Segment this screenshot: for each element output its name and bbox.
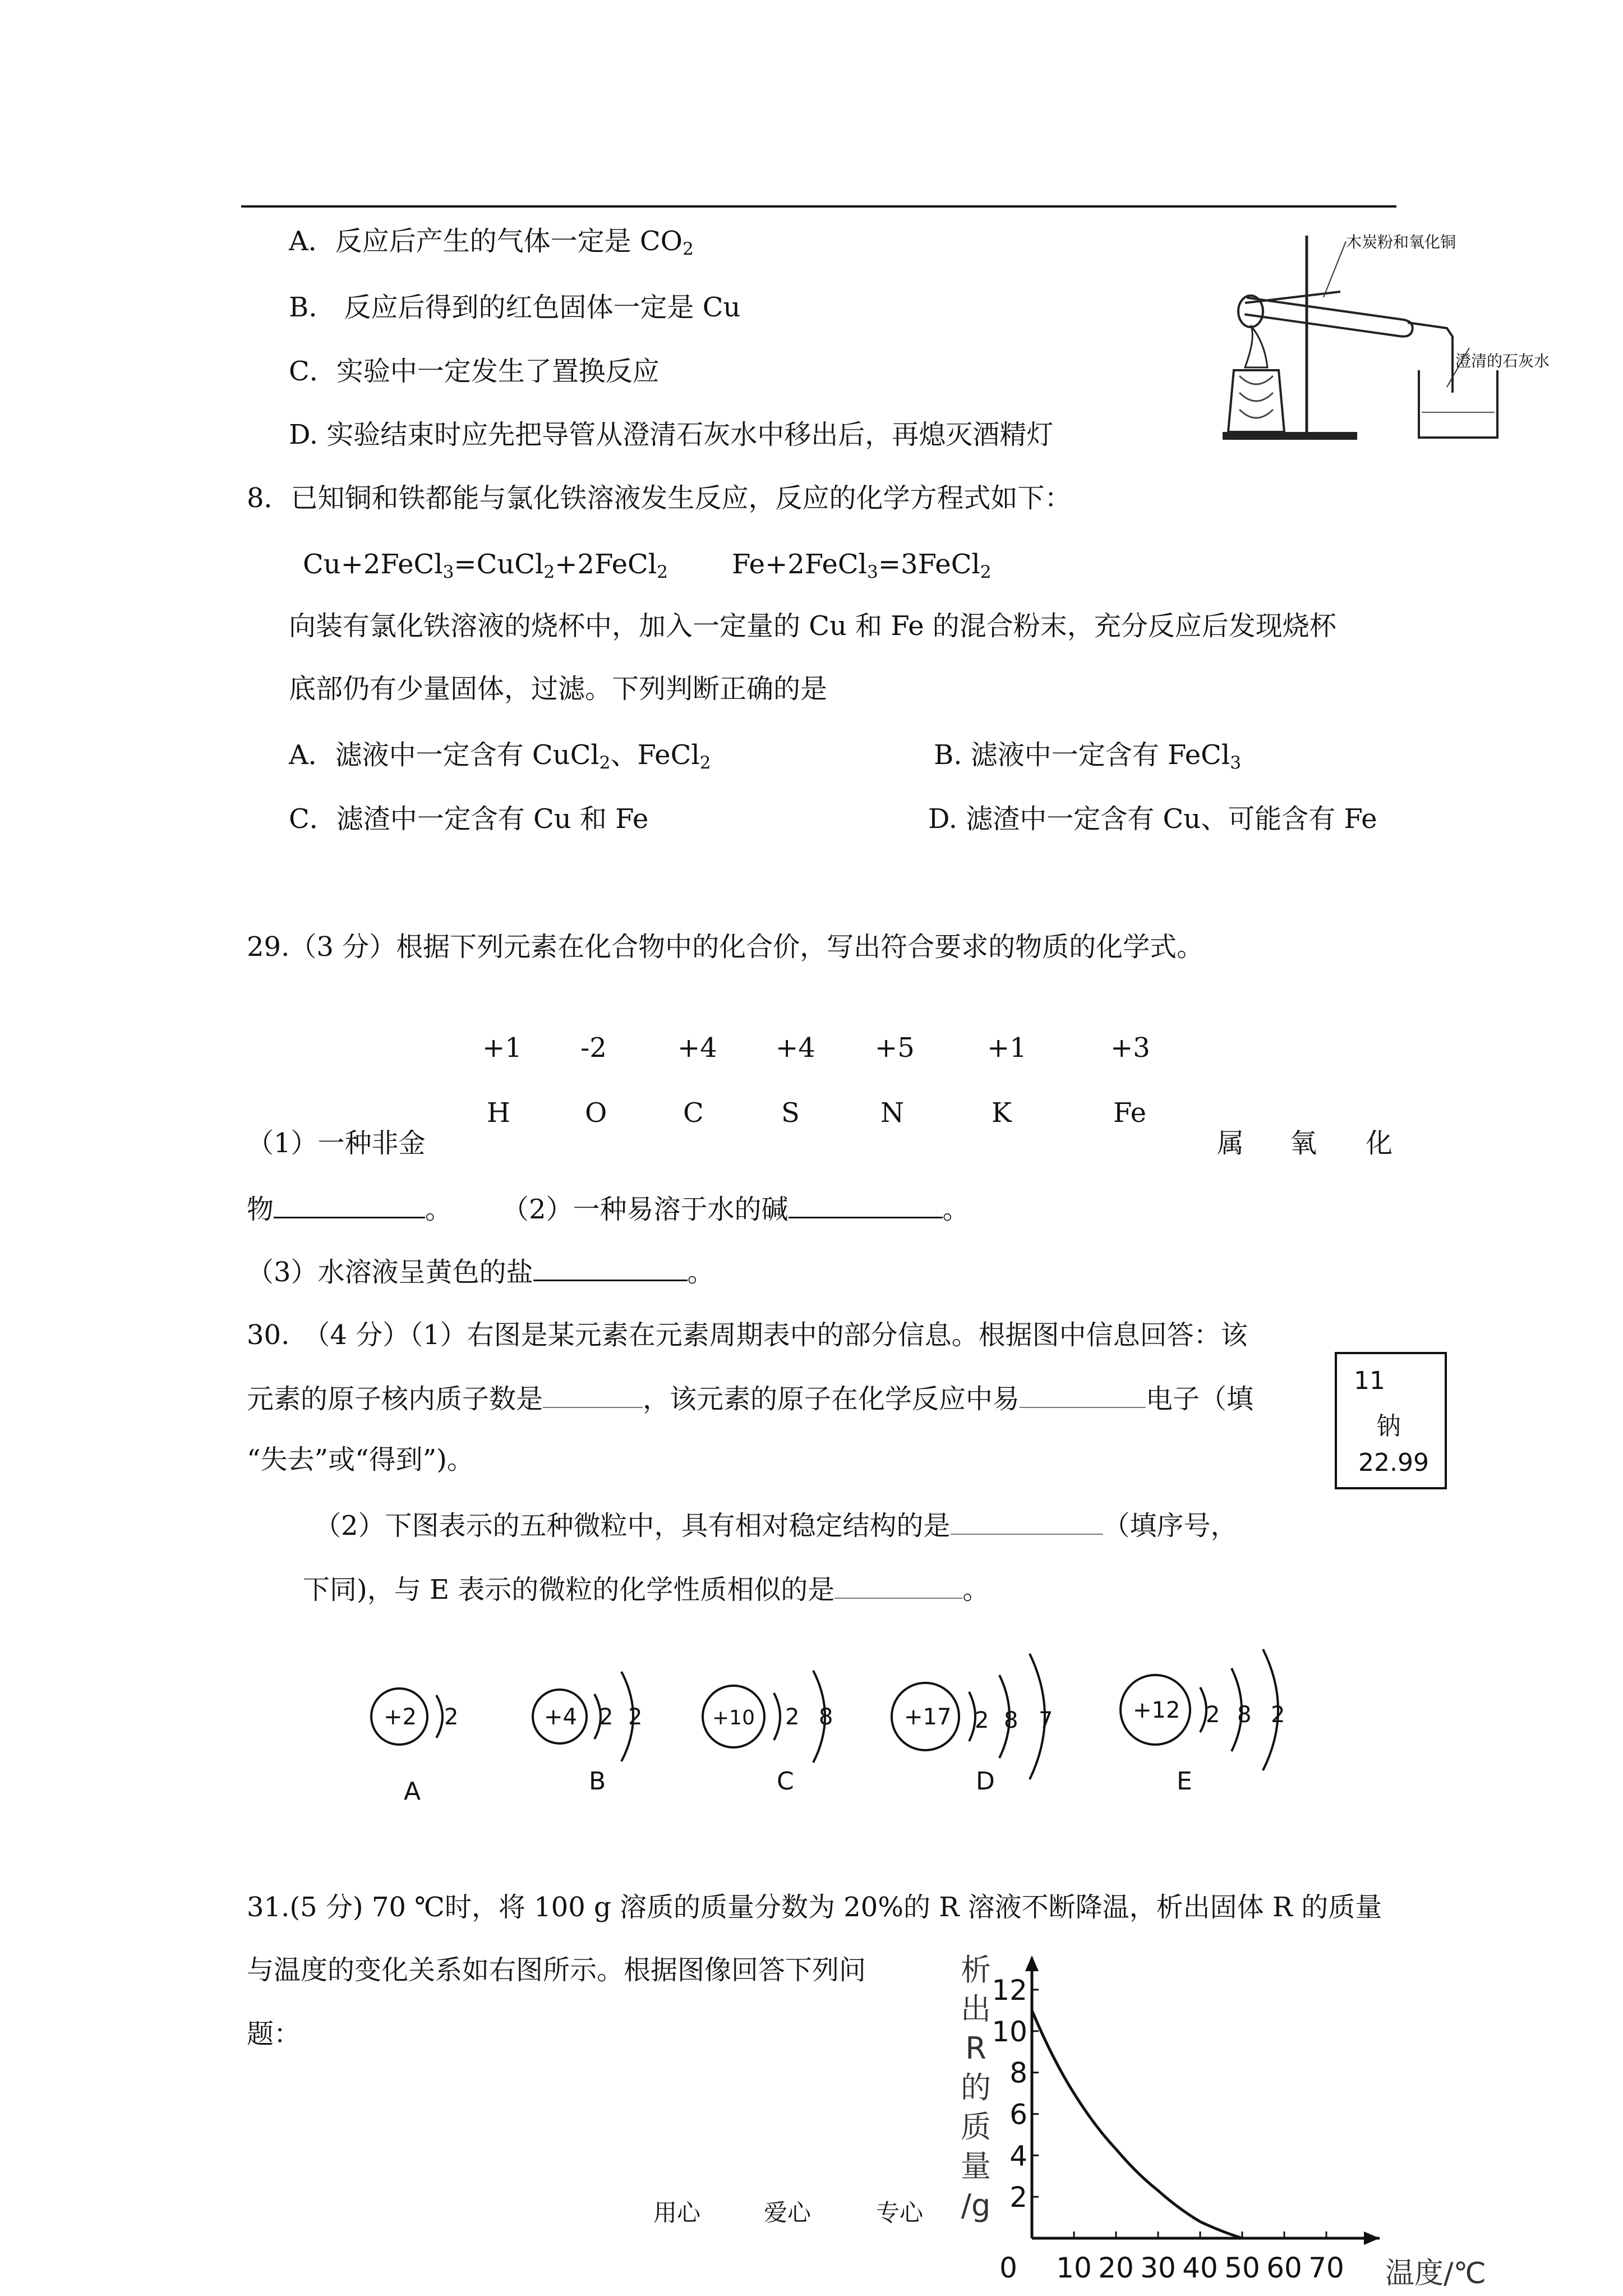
q29-answer-2-blank[interactable] xyxy=(789,1194,943,1218)
q7-option-b: B. 反应后得到的红色固体一定是 Cu xyxy=(289,292,741,323)
particle-e-shell-count-2: 8 xyxy=(1237,1702,1252,1728)
element-card xyxy=(1335,1352,1447,1489)
series-line xyxy=(1032,2010,1242,2238)
particle-b-nucleus-charge: +4 xyxy=(544,1704,577,1730)
particle-b-shell-count-1: 2 xyxy=(599,1704,614,1730)
q8-equation-1: Cu+2FeCl$_3$=CuCl$_2$+2FeCl$_2$ xyxy=(303,549,668,582)
footer-aixin: 爱心 xyxy=(764,2199,811,2226)
q8-option-a: A．滤液中一定含有 CuCl$_2$、FeCl$_2$ xyxy=(289,739,711,773)
element-card-number: 11 xyxy=(1354,1366,1385,1395)
header-rule xyxy=(241,205,1396,208)
q29-sub1-start: （1）一种非金 xyxy=(247,1128,426,1159)
y-tick-label: 8 xyxy=(1009,2056,1027,2090)
q8-equation-2: Fe+2FeCl$_3$=3FeCl$_2$ xyxy=(732,549,992,582)
x-tick-label: 40 xyxy=(1182,2252,1218,2284)
q31-line-1: 31.(5 分) 70 ℃时，将 100 g 溶质的质量分数为 20%的 R 溶液不断降温，析出固体 R 的质量 xyxy=(247,1892,1382,1923)
q29-sub1-line xyxy=(247,1194,452,1226)
q29-sub1-end-2: 氧 xyxy=(1290,1128,1317,1159)
valence-h: +1 xyxy=(482,1032,522,1064)
particle-c-shell-count-2: 8 xyxy=(819,1704,833,1730)
particle-e-letter: E xyxy=(1177,1767,1192,1796)
q7-option-d: D. 实验结束时应先把导管从澄清石灰水中移出后，再熄灭酒精灯 xyxy=(289,419,1054,450)
y-axis-arrow xyxy=(1025,1955,1039,1971)
q30-proton-blank[interactable] xyxy=(543,1384,643,1408)
q7-apparatus-label-limewater: 澄清的石灰水 xyxy=(1455,352,1550,370)
element-h: H xyxy=(487,1097,510,1129)
q30-line-2c: 电子（填 xyxy=(1146,1383,1254,1415)
q30-line-2a: 元素的原子核内质子数是 xyxy=(247,1383,543,1415)
particle-d-shell-count-3: 7 xyxy=(1039,1708,1053,1733)
particle-c-nucleus-charge: +10 xyxy=(712,1706,755,1729)
q29-sub3-period: 。 xyxy=(687,1257,714,1288)
element-n: N xyxy=(880,1097,904,1129)
y-axis-label-char: 出 xyxy=(961,1991,991,2027)
y-tick-label: 6 xyxy=(1009,2098,1027,2131)
q30-line-5a: 下同)，与 E 表示的微粒的化学性质相似的是 xyxy=(303,1574,835,1605)
q29-sub2-period: 。 xyxy=(942,1194,970,1225)
particle-e-nucleus-charge: +12 xyxy=(1133,1697,1181,1723)
q8-stem: 8．已知铜和铁都能与氯化铁溶液发生反应，反应的化学方程式如下： xyxy=(247,482,1072,514)
element-card-mass: 22.99 xyxy=(1358,1448,1429,1477)
valence-n: +5 xyxy=(875,1032,915,1064)
atomic-structure-diagrams xyxy=(359,1644,1312,1812)
particle-b-shell-count-2: 2 xyxy=(628,1704,643,1730)
particle-e-shell-count-3: 2 xyxy=(1271,1702,1285,1728)
q29-sub1-end-3: 化 xyxy=(1366,1128,1393,1159)
particle-d-shell-count-2: 8 xyxy=(1004,1708,1018,1733)
q29-sub1-end-1: 属 xyxy=(1217,1128,1244,1159)
x-tick-label: 60 xyxy=(1266,2252,1302,2284)
q30-line-4a: （2）下图表示的五种微粒中，具有相对稳定结构的是 xyxy=(314,1510,951,1542)
q30-line-5 xyxy=(303,1574,989,1607)
q29-sub1-period: 。 xyxy=(425,1194,453,1225)
q30-line-4 xyxy=(314,1510,1238,1543)
x-tick-label: 0 xyxy=(999,2252,1017,2284)
q30-line-4b: （填序号， xyxy=(1103,1510,1238,1542)
x-tick-label: 70 xyxy=(1308,2252,1344,2284)
y-tick-label: 12 xyxy=(992,1973,1027,2007)
q7-apparatus-diagram xyxy=(1211,224,1537,449)
q29-sub2-text: （2）一种易溶于水的碱 xyxy=(502,1194,789,1225)
q29-answer-1-blank[interactable] xyxy=(274,1194,425,1218)
y-axis-label-char: 的 xyxy=(961,2070,991,2105)
y-tick-label: 2 xyxy=(1009,2181,1027,2214)
element-o: O xyxy=(585,1097,607,1129)
footer-zhuanxin: 专心 xyxy=(876,2199,924,2226)
element-c: C xyxy=(683,1097,704,1129)
particle-c-shell-count-1: 2 xyxy=(785,1704,800,1730)
q30-stable-blank[interactable] xyxy=(951,1511,1103,1535)
valence-s: +4 xyxy=(776,1032,815,1064)
x-tick-label: 10 xyxy=(1056,2252,1092,2284)
particle-a-nucleus-charge: +2 xyxy=(384,1704,417,1730)
q30-line-2b: ，该元素的原子在化学反应中易 xyxy=(643,1383,1020,1415)
particle-c-shell-1 xyxy=(774,1693,780,1740)
valence-k: +1 xyxy=(987,1032,1027,1064)
y-axis-label-char: R xyxy=(965,2031,986,2066)
q30-line-1: 30. （4 分）（1）右图是某元素在元素周期表中的部分信息。根据图中信息回答：该 xyxy=(247,1319,1248,1351)
element-s: S xyxy=(781,1097,800,1129)
q7-option-c: C．实验中一定发生了置换反应 xyxy=(289,356,660,387)
y-tick-label: 10 xyxy=(992,2015,1027,2048)
particle-a-shell-1 xyxy=(436,1695,442,1738)
q8-body-line-2: 底部仍有少量固体，过滤。下列判断正确的是 xyxy=(289,673,828,705)
y-axis-label-char: 量 xyxy=(961,2148,991,2184)
q29-sub1-wrap: 物 xyxy=(247,1194,274,1225)
element-card-name: 钠 xyxy=(1376,1412,1401,1441)
q7-option-a: A．反应后产生的气体一定是 $CO_2$ xyxy=(289,226,694,259)
particle-e-shell-count-1: 2 xyxy=(1206,1702,1220,1728)
q30-line-3: “失去”或“得到”)。 xyxy=(247,1444,474,1475)
q29-sub2 xyxy=(502,1194,970,1226)
particle-a-shell-count-1: 2 xyxy=(444,1704,459,1730)
particle-b-letter: B xyxy=(589,1767,606,1796)
x-tick-label: 20 xyxy=(1098,2252,1134,2284)
valence-c: +4 xyxy=(677,1032,717,1064)
valence-o: -2 xyxy=(580,1032,607,1064)
y-axis-label-char: /g xyxy=(961,2188,991,2223)
q29-sub3-text: （3）水溶液呈黄色的盐 xyxy=(247,1257,533,1288)
q8-option-c: C．滤渣中一定含有 Cu 和 Fe xyxy=(289,803,649,835)
q29-sub3 xyxy=(247,1257,714,1289)
solubility-chart xyxy=(953,1947,1623,2296)
particle-c-letter: C xyxy=(777,1767,794,1796)
q30-electron-blank[interactable] xyxy=(1020,1384,1146,1408)
y-axis-label-char: 析 xyxy=(961,1952,991,1987)
particle-d-letter: D xyxy=(976,1767,995,1796)
q31-line-3: 题： xyxy=(247,2018,301,2050)
q30-similar-blank[interactable] xyxy=(834,1575,962,1599)
x-axis-label: 温度/℃ xyxy=(1385,2257,1486,2290)
particle-d-shell-count-1: 2 xyxy=(975,1708,989,1733)
q29-stem: 29.（3 分）根据下列元素在化合物中的化合价，写出符合要求的物质的化学式。 xyxy=(247,931,1204,963)
x-tick-label: 50 xyxy=(1224,2252,1260,2284)
footer-yongxin: 用心 xyxy=(653,2199,701,2226)
q30-line-2 xyxy=(247,1383,1253,1416)
particle-d-nucleus-charge: +17 xyxy=(904,1704,952,1730)
element-fe: Fe xyxy=(1113,1097,1147,1129)
valence-fe: +3 xyxy=(1110,1032,1150,1064)
y-tick-label: 4 xyxy=(1009,2139,1027,2173)
q29-answer-3-blank[interactable] xyxy=(533,1257,688,1281)
q8-option-b: B. 滤液中一定含有 FeCl$_3$ xyxy=(934,739,1242,773)
q30-line-5b: 。 xyxy=(962,1574,990,1605)
q31-line-2: 与温度的变化关系如右图所示。根据图像回答下列问 xyxy=(247,1954,866,1986)
q8-body-line-1: 向装有氯化铁溶液的烧杯中，加入一定量的 Cu 和 Fe 的混合粉末，充分反应后发现烧杯 xyxy=(289,610,1336,642)
q8-option-d: D. 滤渣中一定含有 Cu、可能含有 Fe xyxy=(928,803,1377,835)
q7-apparatus-label-reagent: 木炭粉和氧化铜 xyxy=(1346,233,1456,251)
x-tick-label: 30 xyxy=(1140,2252,1176,2284)
x-axis-arrow xyxy=(1364,2231,1380,2245)
y-axis-label-char: 质 xyxy=(961,2109,991,2145)
element-k: K xyxy=(992,1097,1012,1129)
particle-a-letter: A xyxy=(404,1777,421,1806)
